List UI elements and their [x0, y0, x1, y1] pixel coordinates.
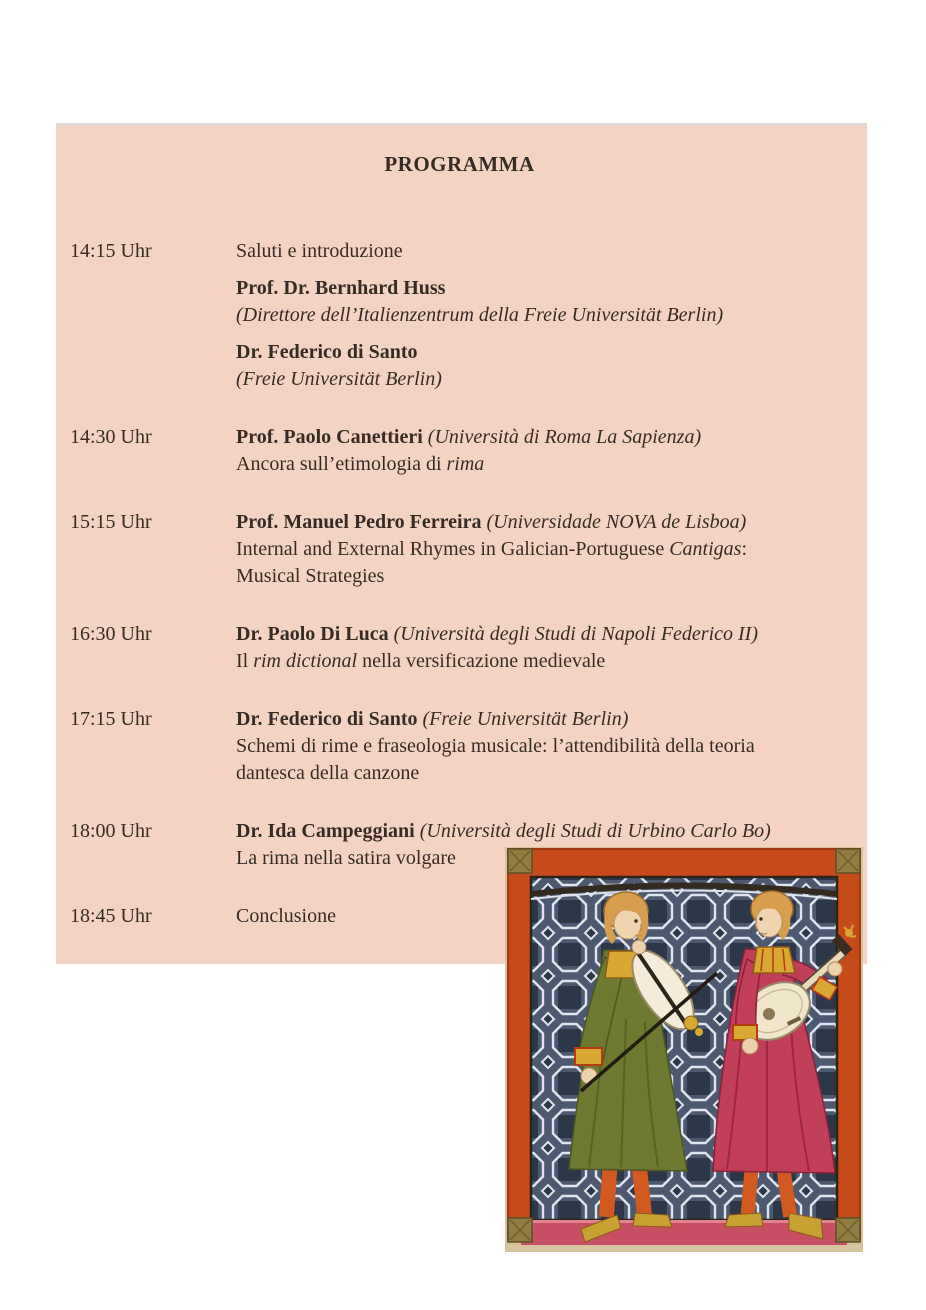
program-panel [56, 123, 867, 964]
entry-line: (Freie Universität Berlin) [236, 368, 442, 390]
entry-time: 18:00 Uhr [70, 820, 152, 842]
entry-block [236, 275, 849, 329]
entry-line: Schemi di rime e fraseologia musicale: l’attendibilità della teoria [236, 735, 755, 757]
entry-content [236, 621, 849, 675]
entry-line: Ancora sull’etimologia di rima [236, 453, 485, 475]
entry-block [236, 238, 849, 265]
entry-block [236, 424, 849, 478]
schedule-entry [70, 424, 849, 478]
entry-line: Prof. Dr. Bernhard Huss [236, 277, 446, 299]
entry-time: 14:30 Uhr [70, 426, 152, 448]
entry-time: 14:15 Uhr [70, 240, 152, 262]
entry-line: Prof. Paolo Canettieri (Università di Roma La Sapienza) [236, 426, 702, 448]
schedule-entry [70, 706, 849, 787]
entry-block [236, 706, 849, 787]
schedule [70, 238, 849, 930]
entry-line: Dr. Federico di Santo (Freie Universität Berlin) [236, 708, 629, 730]
page-title: PROGRAMMA [384, 152, 535, 176]
entry-line: La rima nella satira volgare [236, 847, 456, 869]
entry-line: Conclusione [236, 905, 336, 927]
entry-content [236, 238, 849, 393]
entry-line: Internal and External Rhymes in Galician-Portuguese Cantigas: [236, 538, 748, 560]
schedule-entry [70, 621, 849, 675]
entry-time: 17:15 Uhr [70, 708, 152, 730]
entry-line: Dr. Paolo Di Luca (Università degli Studi di Napoli Federico II) [236, 623, 758, 645]
entry-line: Prof. Manuel Pedro Ferreira (Universidade NOVA de Lisboa) [236, 511, 747, 533]
entry-block [236, 339, 849, 393]
entry-content [236, 706, 849, 787]
entry-content [236, 424, 849, 478]
entry-line: Musical Strategies [236, 565, 385, 587]
entry-time: 15:15 Uhr [70, 511, 152, 533]
entry-line: (Direttore dell’Italienzentrum della Freie Universität Berlin) [236, 304, 724, 326]
entry-content [236, 509, 849, 590]
schedule-entry [70, 238, 849, 393]
entry-block [236, 509, 849, 590]
entry-line: dantesca della canzone [236, 762, 420, 784]
schedule-entry [70, 509, 849, 590]
entry-line: Dr. Federico di Santo [236, 341, 418, 363]
entry-line: Dr. Ida Campeggiani (Università degli Studi di Urbino Carlo Bo) [236, 820, 771, 842]
entry-block [236, 621, 849, 675]
entry-line: Saluti e introduzione [236, 240, 403, 262]
medieval-musicians-artwork [505, 847, 863, 1252]
entry-time: 18:45 Uhr [70, 905, 152, 927]
entry-time: 16:30 Uhr [70, 623, 152, 645]
medieval-musicians-illustration [505, 847, 863, 1252]
entry-line: Il rim dictional nella versificazione medievale [236, 650, 606, 672]
